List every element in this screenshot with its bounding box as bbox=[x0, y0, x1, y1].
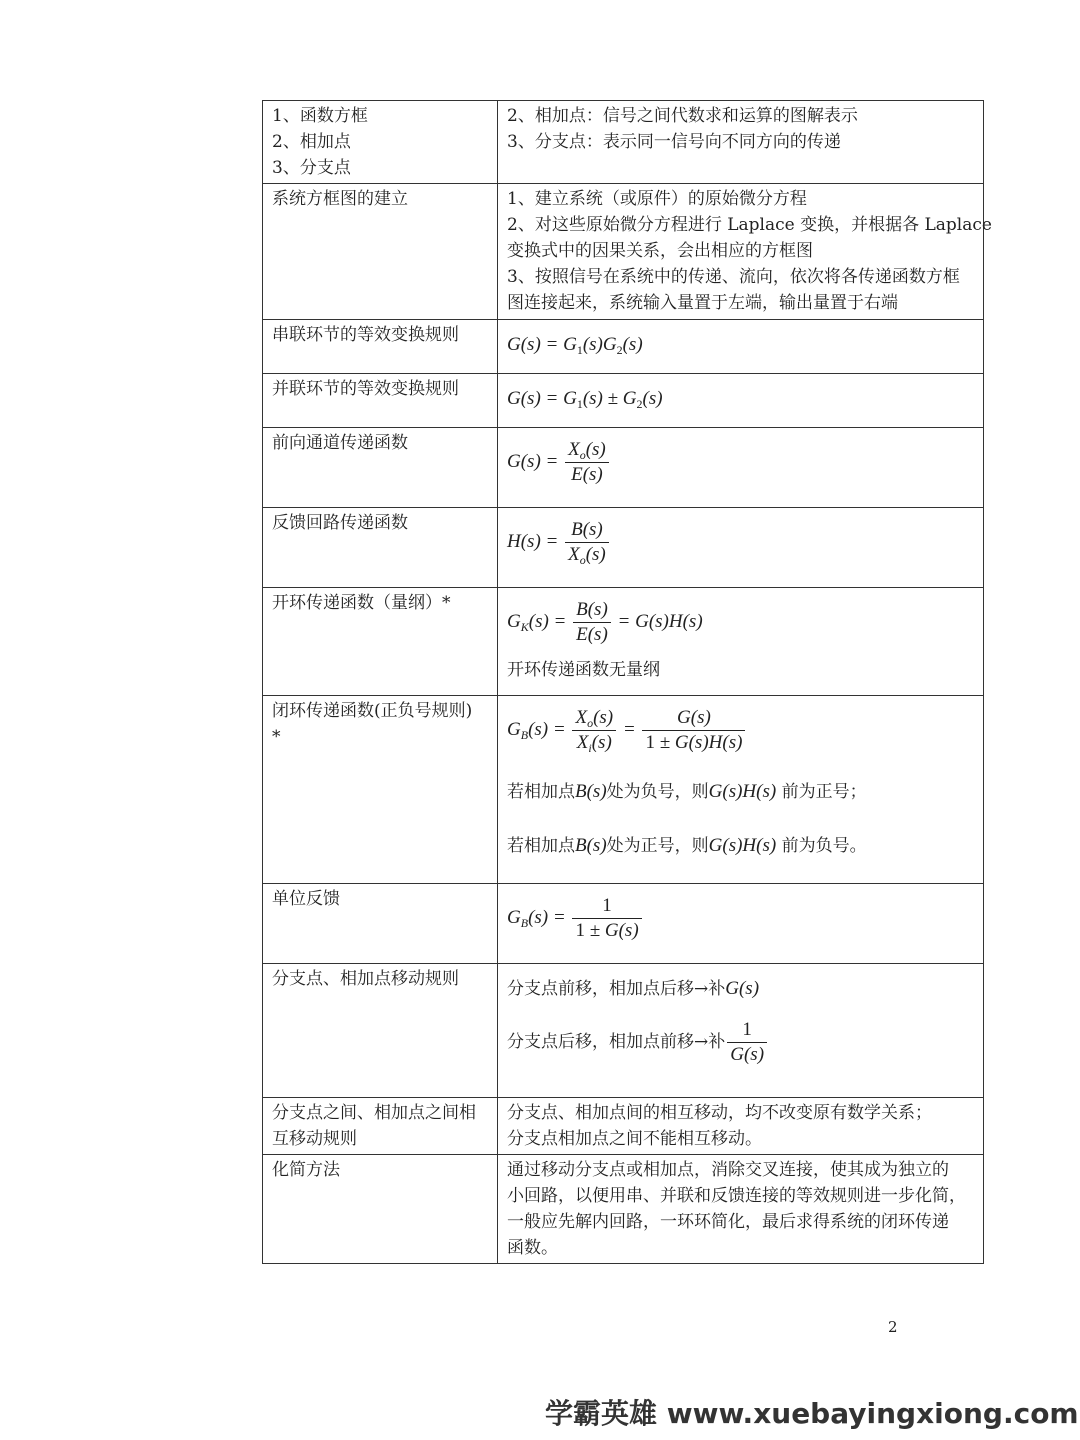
row-label bbox=[263, 374, 498, 428]
table-row bbox=[263, 588, 984, 696]
label-line: 3、分支点 bbox=[272, 158, 351, 178]
label-line: 单位反馈 bbox=[272, 889, 340, 909]
row-content bbox=[498, 696, 984, 884]
table-row bbox=[263, 508, 984, 588]
row-label bbox=[263, 508, 498, 588]
table-row bbox=[263, 964, 984, 1098]
table-row bbox=[263, 1098, 984, 1155]
label-line: 分支点之间、相加点之间相 bbox=[272, 1103, 476, 1123]
row-label bbox=[263, 884, 498, 964]
table-row bbox=[263, 884, 984, 964]
table-row bbox=[263, 320, 984, 374]
content-line: 3、按照信号在系统中的传递、流向，依次将各传递函数方框 bbox=[507, 267, 960, 287]
row-label bbox=[263, 1155, 498, 1264]
content-line: 1、建立系统（或原件）的原始微分方程 bbox=[507, 189, 807, 209]
feedback-path-formula: H(s) = $\frac{B(s)}{X_o(s)}$ bbox=[507, 518, 974, 567]
row-content bbox=[498, 588, 984, 696]
row-content bbox=[498, 184, 992, 320]
open-loop-formula: $G_K(s)$ = $\frac{B(s)}{E(s)}$ = G(s)H(s) bbox=[507, 599, 703, 645]
label-line: 反馈回路传递函数 bbox=[272, 513, 408, 533]
label-line: 前向通道传递函数 bbox=[272, 433, 408, 453]
move-rule-forward: 分支点前移，相加点后移→补G(s) bbox=[507, 978, 760, 999]
row-label bbox=[263, 588, 498, 696]
label-line: 系统方框图的建立 bbox=[272, 189, 408, 209]
page-number: 2 bbox=[888, 1318, 898, 1336]
row-content bbox=[498, 1155, 984, 1264]
label-line: 化简方法 bbox=[272, 1160, 340, 1180]
label-line: 串联环节的等效变换规则 bbox=[272, 325, 459, 345]
content-line: 分支点、相加点间的相互移动，均不改变原有数学关系； bbox=[507, 1103, 932, 1123]
parallel-formula: $G(s) = G_1(s) \pm G_2(s)$ bbox=[507, 388, 663, 411]
row-label bbox=[263, 320, 498, 374]
content-line: 分支点相加点之间不能相互移动。 bbox=[507, 1129, 762, 1149]
label-line: 1、函数方框 bbox=[272, 106, 368, 126]
row-content bbox=[498, 508, 984, 588]
content-line: 2、相加点：信号之间代数求和运算的图解表示 bbox=[507, 106, 858, 126]
series-formula: $G(s) = G_1(s)G_2(s)$ bbox=[507, 334, 643, 357]
row-content bbox=[498, 101, 984, 184]
label-line: 开环传递函数（量纲）* bbox=[272, 593, 451, 613]
content-line: 变换式中的因果关系，会出相应的方框图 bbox=[507, 241, 813, 261]
content-line: 通过移动分支点或相加点，消除交叉连接，使其成为独立的 bbox=[507, 1160, 949, 1180]
label-line: 分支点、相加点移动规则 bbox=[272, 969, 459, 989]
row-label bbox=[263, 428, 498, 508]
table-row bbox=[263, 374, 984, 428]
row-content bbox=[498, 1098, 984, 1155]
row-label bbox=[263, 1098, 498, 1155]
label-line: 2、相加点 bbox=[272, 132, 351, 152]
table-row bbox=[263, 101, 984, 184]
content-line: 函数。 bbox=[507, 1238, 558, 1258]
row-label bbox=[263, 101, 498, 184]
closed-loop-formula: $G_B(s)$ = $\frac{X_o(s)}{X_i(s)}$ = $\frac{G(s)}{1 \pm G(s)H(s)}$ bbox=[507, 706, 974, 755]
row-label bbox=[263, 696, 498, 884]
table-row bbox=[263, 428, 984, 508]
content-line: 3、分支点：表示同一信号向不同方向的传递 bbox=[507, 132, 841, 152]
label-line: 并联环节的等效变换规则 bbox=[272, 379, 459, 399]
label-line: * bbox=[272, 727, 281, 747]
table-row bbox=[263, 1155, 984, 1264]
label-line: 互移动规则 bbox=[272, 1129, 357, 1149]
content-line: 一般应先解内回路，一环环简化，最后求得系统的闭环传递 bbox=[507, 1212, 949, 1232]
open-loop-note: 开环传递函数无量纲 bbox=[507, 660, 660, 680]
content-line: 小回路，以便用串、并联和反馈连接的等效规则进一步化简， bbox=[507, 1186, 966, 1206]
row-label bbox=[263, 964, 498, 1098]
content-line: 图连接起来，系统输入量置于左端，输出量置于右端 bbox=[507, 293, 898, 313]
sign-rule-negative: 若相加点B(s)处为负号，则G(s)H(s) 前为正号； bbox=[507, 781, 867, 802]
row-content bbox=[498, 320, 984, 374]
row-content bbox=[498, 428, 984, 508]
move-rule-backward: 分支点后移，相加点前移→补 $\frac{1}{G(s)}$ bbox=[507, 1018, 974, 1067]
content-line: 2、对这些原始微分方程进行 Laplace 变换，并根据各 Laplace bbox=[507, 215, 992, 235]
table-row bbox=[263, 184, 984, 320]
table-row bbox=[263, 696, 984, 884]
row-content bbox=[498, 964, 984, 1098]
summary-table bbox=[262, 100, 992, 1264]
sign-rule-positive: 若相加点B(s)处为正号，则G(s)H(s) 前为负号。 bbox=[507, 835, 867, 856]
label-line: 闭环传递函数(正负号规则) bbox=[272, 701, 473, 721]
row-content bbox=[498, 884, 984, 964]
row-content bbox=[498, 374, 984, 428]
unit-feedback-formula: $G_B(s)$ = $\frac{1}{1 \pm G(s)}$ bbox=[507, 894, 974, 943]
forward-path-formula: G(s) = $\frac{X_o(s)}{E(s)}$ bbox=[507, 438, 974, 487]
row-label bbox=[263, 184, 498, 320]
site-watermark: 学霸英雄 www.xuebayingxiong.com bbox=[545, 1397, 1079, 1430]
